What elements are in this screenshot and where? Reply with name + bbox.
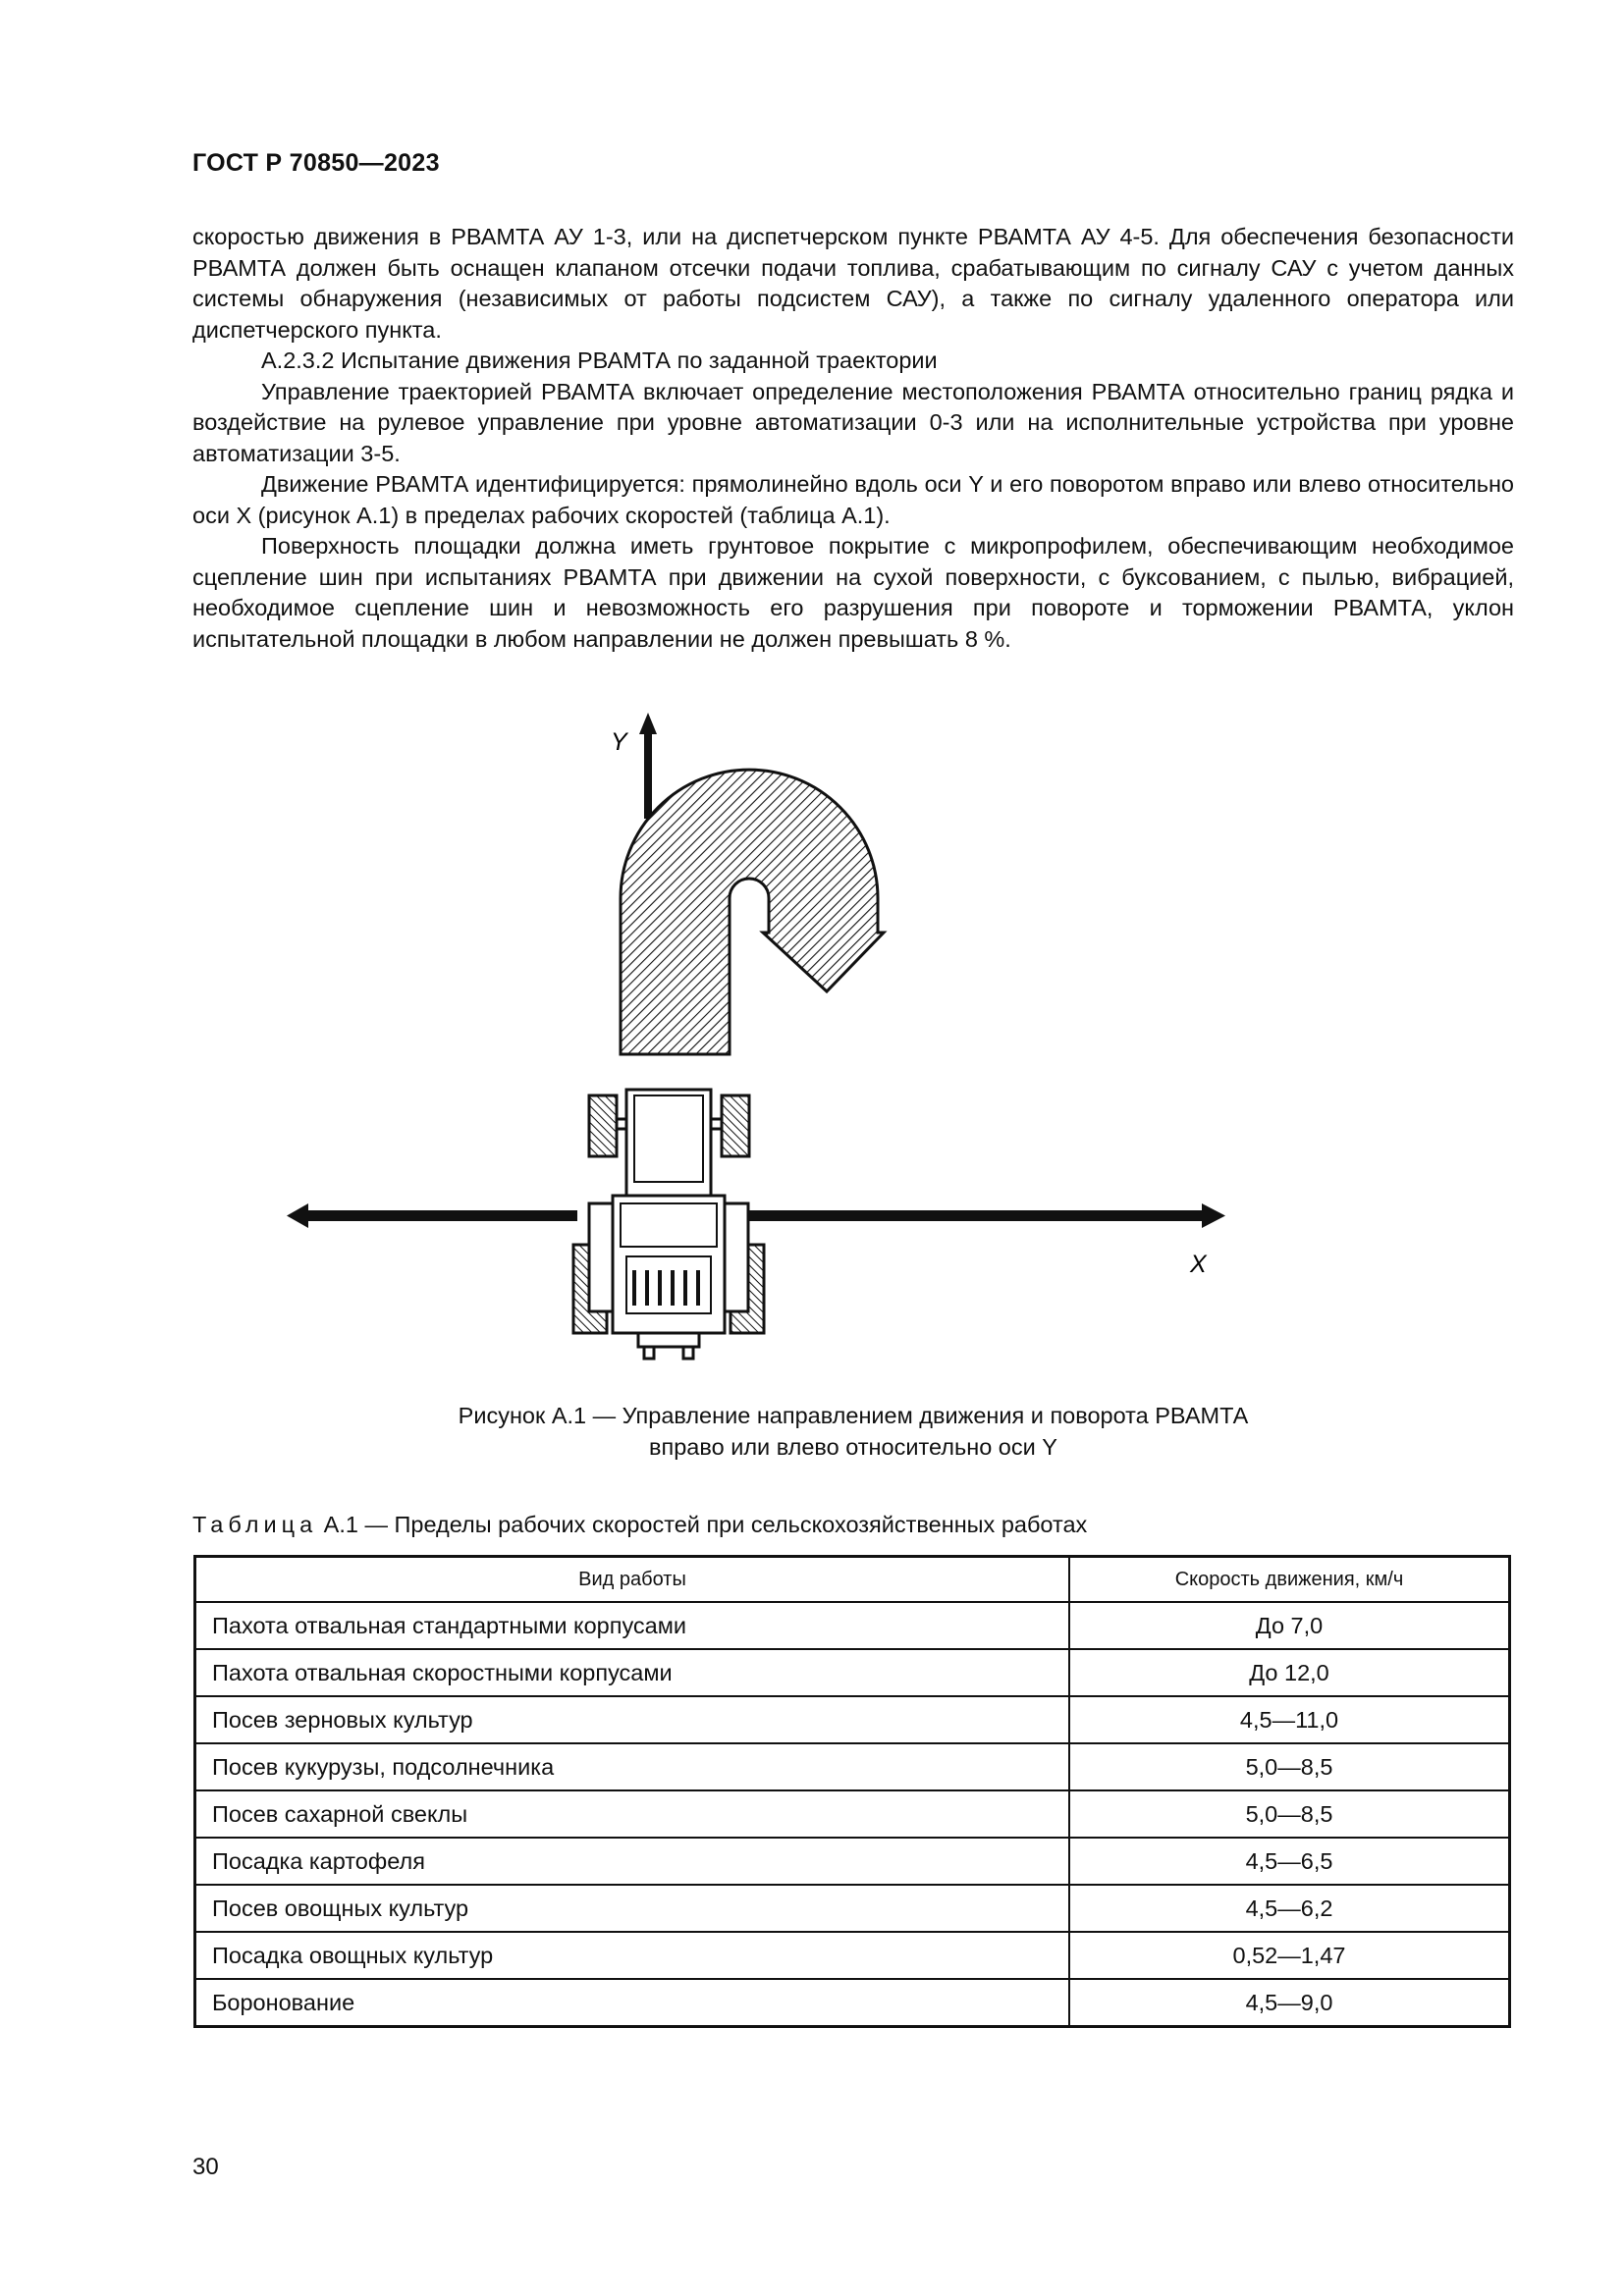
cell-work-type: Посадка овощных культур	[195, 1932, 1070, 1979]
figure-a1	[265, 707, 1443, 1374]
cell-work-type: Боронование	[195, 1979, 1070, 2027]
u-turn-arrow	[621, 770, 884, 1054]
header-speed: Скорость движения, км/ч	[1069, 1557, 1510, 1603]
table-header-row	[195, 1557, 1510, 1603]
table-row	[195, 1932, 1510, 1979]
header-work-type: Вид работы	[195, 1557, 1070, 1603]
table-title	[192, 1512, 1087, 1538]
table-title-rest: А.1 — Пределы рабочих скоростей при сельскохозяйственных работах	[317, 1512, 1088, 1537]
figure-caption	[192, 1400, 1514, 1463]
cell-speed: До 7,0	[1069, 1602, 1510, 1649]
table-row	[195, 1979, 1510, 2027]
table-row	[195, 1696, 1510, 1743]
cell-speed: 5,0—8,5	[1069, 1790, 1510, 1838]
y-axis-arrow	[639, 713, 657, 819]
body-text	[192, 222, 1514, 655]
table-row	[195, 1790, 1510, 1838]
paragraph: скоростью движения в РВАМТА АУ 1-3, или на диспетчерском пункте РВАМТА АУ 4-5. Для обеспечения безопасности РВАМТА должен быть оснащен клапаном отсечки подачи топлива, срабатывающим по сигналу САУ с учетом данных системы обнаружения (независимых от работы подсистем САУ), а также по сигналу удаленного оператора или диспетчерского пункта.	[192, 224, 1514, 343]
x-axis-label: X	[1190, 1251, 1207, 1278]
cell-work-type: Посев зерновых культур	[195, 1696, 1070, 1743]
table-row	[195, 1602, 1510, 1649]
cell-work-type: Посев овощных культур	[195, 1885, 1070, 1932]
paragraph: Управление траекторией РВАМТА включает определение местоположения РВАМТА относительно границ рядка и воздействие на рулевое управление при уровне автоматизации 0-3 или на исполнительные устройства при уровне автоматизации 3-5.	[192, 378, 1514, 466]
cell-speed: 4,5—6,5	[1069, 1838, 1510, 1885]
x-axis-arrow-left	[287, 1203, 577, 1228]
cell-speed: 4,5—11,0	[1069, 1696, 1510, 1743]
cell-speed: 4,5—9,0	[1069, 1979, 1510, 2027]
cell-speed: 0,52—1,47	[1069, 1932, 1510, 1979]
page-number: 30	[192, 2154, 219, 2180]
y-axis-label: Y	[611, 728, 627, 756]
tractor-icon	[573, 1090, 764, 1359]
cell-work-type: Посев сахарной свеклы	[195, 1790, 1070, 1838]
table-title-prefix: Таблица	[192, 1512, 318, 1537]
table-row	[195, 1885, 1510, 1932]
speed-limits-table	[193, 1555, 1511, 2028]
cell-speed: 4,5—6,2	[1069, 1885, 1510, 1932]
document-header: ГОСТ Р 70850—2023	[192, 149, 440, 177]
cell-work-type: Посев кукурузы, подсолнечника	[195, 1743, 1070, 1790]
x-axis-arrow-right	[746, 1203, 1225, 1228]
cell-work-type: Посадка картофеля	[195, 1838, 1070, 1885]
cell-speed: До 12,0	[1069, 1649, 1510, 1696]
section-heading: А.2.3.2 Испытание движения РВАМТА по заданной траектории	[261, 347, 938, 373]
cell-work-type: Пахота отвальная стандартными корпусами	[195, 1602, 1070, 1649]
table-row	[195, 1649, 1510, 1696]
table-row	[195, 1743, 1510, 1790]
caption-line-2: вправо или влево относительно оси Y	[649, 1434, 1057, 1460]
paragraph: Движение РВАМТА идентифицируется: прямолинейно вдоль оси Y и его поворотом вправо или влево относительно оси X (рисунок А.1) в пределах рабочих скоростей (таблица А.1).	[192, 471, 1514, 528]
cell-speed: 5,0—8,5	[1069, 1743, 1510, 1790]
cell-work-type: Пахота отвальная скоростными корпусами	[195, 1649, 1070, 1696]
caption-line-1: Рисунок А.1 — Управление направлением движения и поворота РВАМТА	[458, 1403, 1249, 1428]
table-row	[195, 1838, 1510, 1885]
paragraph: Поверхность площадки должна иметь грунтовое покрытие с микропрофилем, обеспечивающим необходимое сцепление шин при испытаниях РВАМТА при движении на сухой поверхности, с буксованием, с пылью, вибрацией, необходимое сцепление шин и невозможность его разрушения при повороте и торможении РВАМТА, уклон испытательной площадки в любом направлении не должен превышать 8 %.	[192, 533, 1514, 652]
